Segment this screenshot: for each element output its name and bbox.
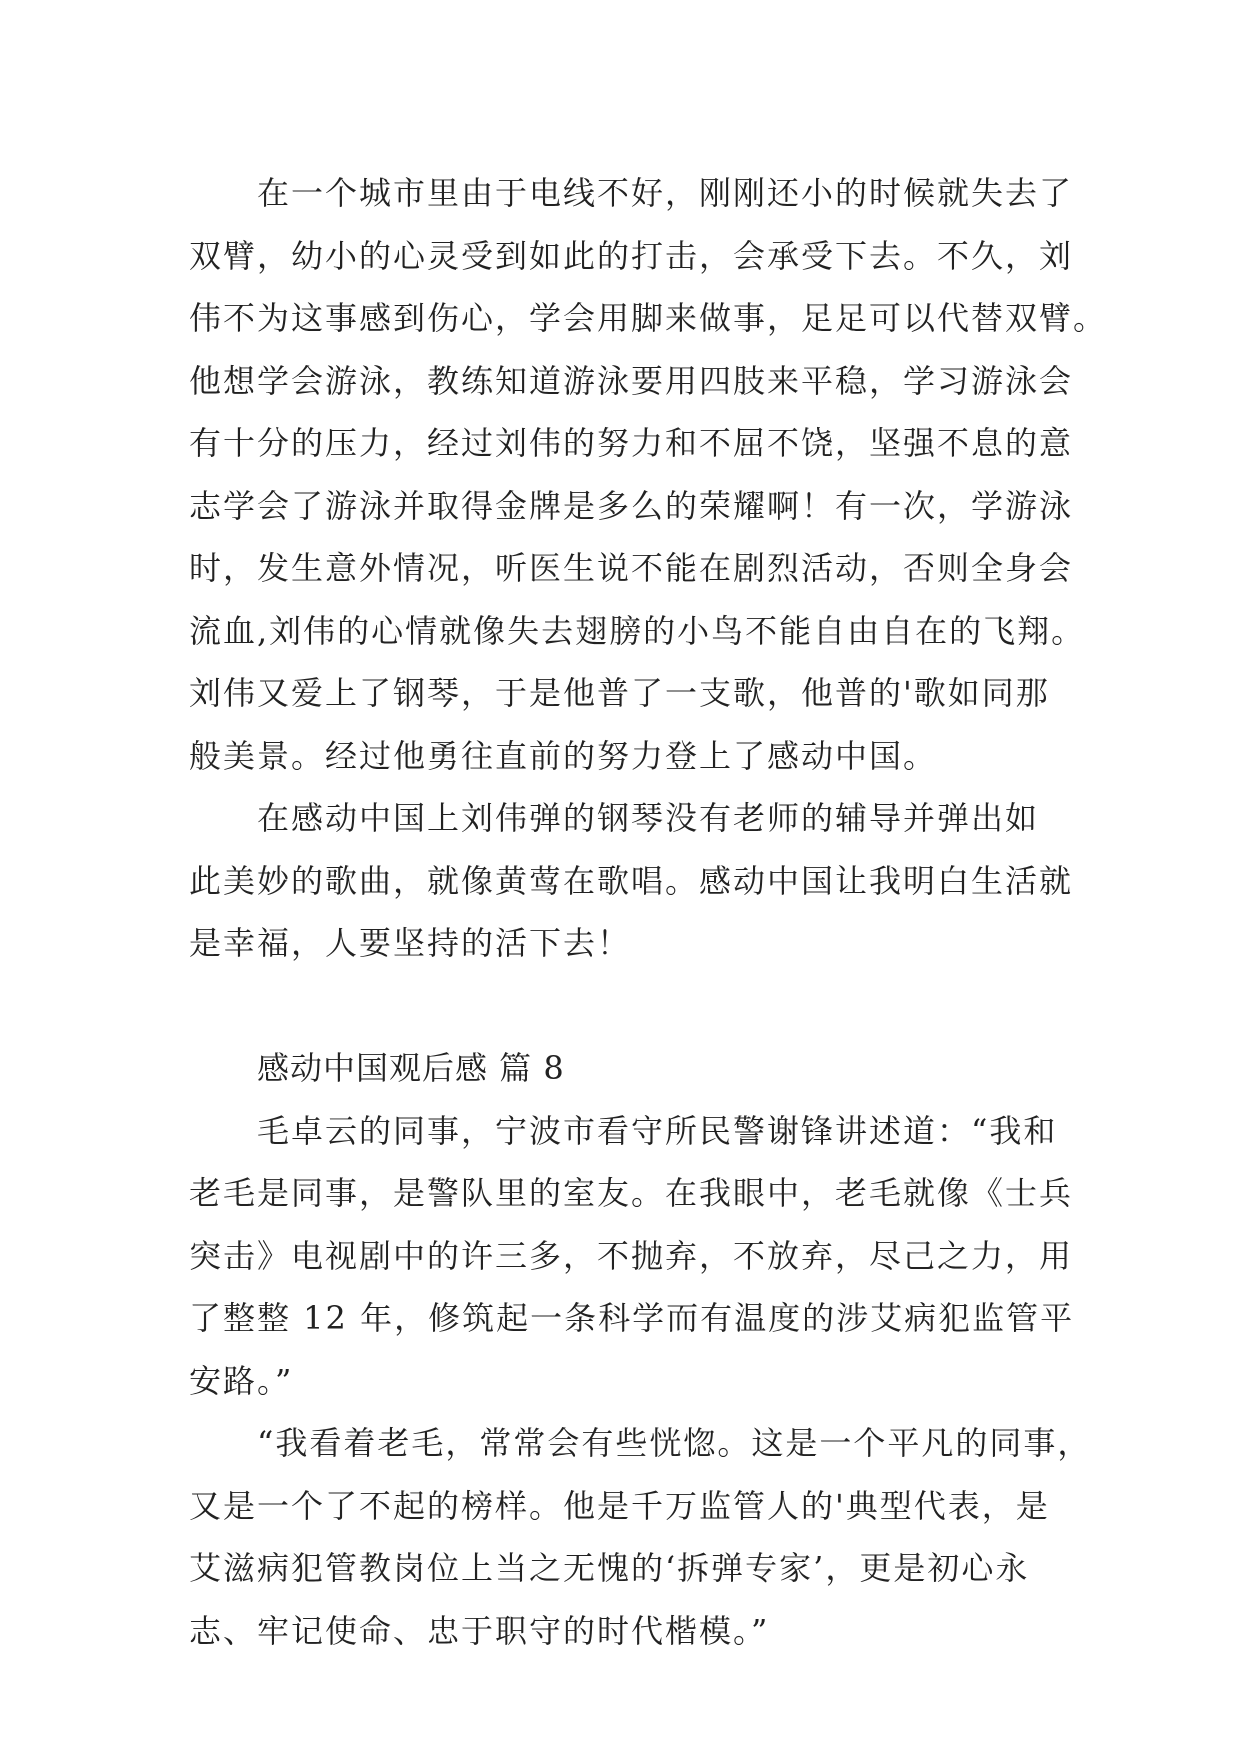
paragraph-line: 般美景。经过他勇往直前的努力登上了感动中国。 — [189, 736, 938, 775]
paragraph-line: 是幸福，人要坚持的活下去！ — [189, 924, 632, 962]
paragraph-line: 艾滋病犯管教岗位上当之无愧的‘拆弹专家’，更是初心永 — [189, 1549, 1030, 1587]
paragraph-line: 双臂，幼小的心灵受到如此的打击，会承受下去。不久，刘 — [189, 236, 1074, 275]
paragraph-line: “我看着老毛，常常会有些恍惚。这是一个平凡的同事， — [257, 1424, 1092, 1462]
paragraph-line: 又是一个了不起的榜样。他是千万监管人的'典型代表，是 — [189, 1486, 1050, 1525]
paragraph-line: 老毛是同事，是警队里的室友。在我眼中，老毛就像《士兵 — [189, 1174, 1074, 1212]
paragraph-line: 此美妙的歌曲，就像黄莺在歌唱。感动中国让我明白生活就 — [189, 861, 1074, 900]
paragraph-line: 刘伟又爱上了钢琴，于是他普了一支歌，他普的'歌如同那 — [189, 674, 1050, 712]
paragraph-4 — [189, 1412, 1092, 1662]
paragraph-line: 他想学会游泳，教练知道游泳要用四肢来平稳，学习游泳会 — [189, 361, 1074, 400]
paragraph-line: 毛卓云的同事，宁波市看守所民警谢锋讲述道：“我和 — [257, 1111, 1058, 1150]
paragraph-line: 志学会了游泳并取得金牌是多么的荣耀啊！有一次，学游泳 — [189, 486, 1074, 525]
document-body — [189, 162, 1108, 1662]
blank-line — [189, 975, 1059, 1038]
paragraph-2 — [189, 787, 1074, 975]
paragraph-line: 了整整 12 年，修筑起一条科学而有温度的涉艾病犯监管平 — [189, 1299, 1075, 1337]
paragraph-line: 安路。” — [189, 1361, 294, 1400]
paragraph-line: 伟不为这事感到伤心，学会用脚来做事，足足可以代替双臂。 — [189, 299, 1108, 337]
paragraph-line: 有十分的压力，经过刘伟的努力和不屈不饶，坚强不息的意 — [189, 424, 1074, 462]
paragraph-line: 在一个城市里由于电线不好，刚刚还小的时候就失去了 — [257, 174, 1074, 212]
paragraph-line: 流血,刘伟的心情就像失去翅膀的小鸟不能自由自在的飞翔。 — [189, 611, 1086, 650]
paragraph-line: 在感动中国上刘伟弹的钢琴没有老师的辅导并弹出如 — [257, 799, 1040, 837]
paragraph-1 — [189, 162, 1108, 787]
paragraph-line: 时，发生意外情况，听医生说不能在剧烈活动，否则全身会 — [189, 549, 1074, 587]
paragraph-line: 突击》电视剧中的许三多，不抛弃，不放弃，尽己之力，用 — [189, 1236, 1074, 1275]
paragraph-line: 志、牢记使命、忠于职守的时代楷模。” — [189, 1611, 770, 1650]
paragraph-3 — [189, 1100, 1075, 1413]
section-heading: 感动中国观后感 篇 8 — [257, 1049, 565, 1087]
